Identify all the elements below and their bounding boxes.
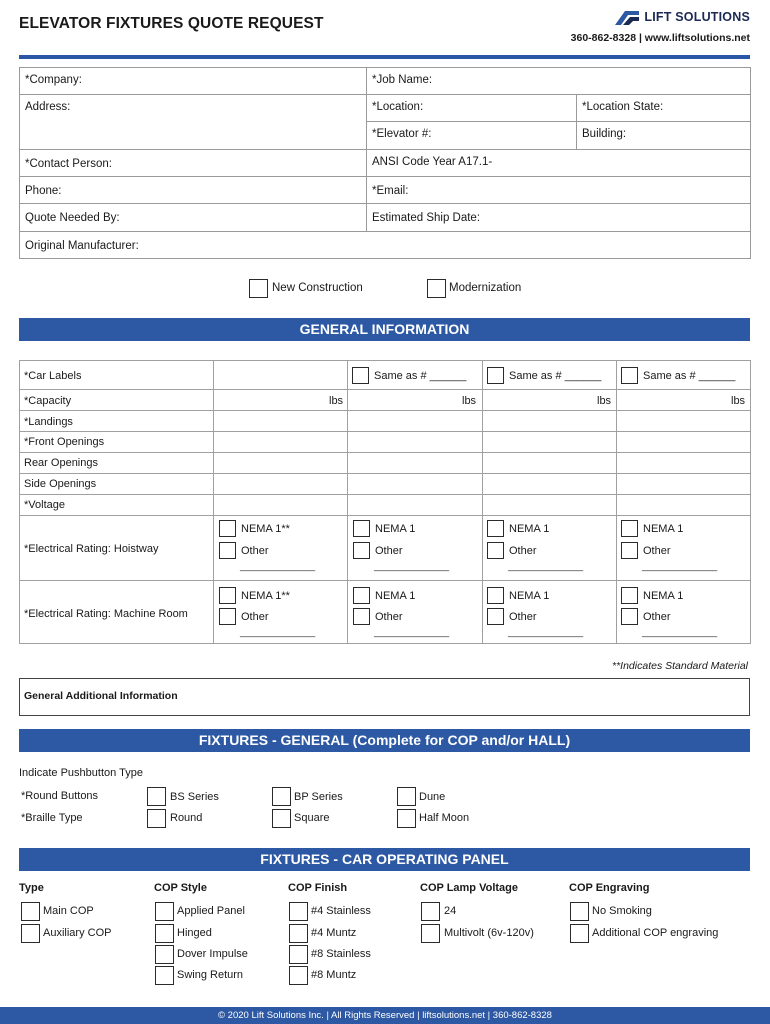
grid-row-divider — [19, 494, 751, 495]
dune-label: Dune — [419, 791, 446, 803]
no-smoking-label: No Smoking — [592, 905, 652, 917]
landings-label: *Landings — [24, 416, 73, 428]
other-label: Other — [643, 545, 671, 557]
finish-4-stainless-checkbox[interactable] — [289, 902, 308, 921]
nema1-label: NEMA 1 — [509, 590, 550, 602]
main-cop-label: Main COP — [43, 905, 94, 917]
other-blank-line[interactable]: _______________ — [508, 561, 584, 571]
dune-checkbox[interactable] — [397, 787, 416, 806]
email-label: *Email: — [372, 185, 409, 197]
modernization-label: Modernization — [449, 282, 522, 294]
grid-row-divider — [19, 410, 751, 411]
cop-engraving-header: COP Engraving — [569, 882, 650, 894]
nema1-checkbox[interactable] — [621, 520, 638, 537]
multivolt-label: Multivolt (6v-120v) — [444, 927, 534, 939]
nema1-label: NEMA 1 — [643, 523, 684, 535]
lift-logo-icon — [613, 7, 641, 27]
nema1-label: NEMA 1** — [241, 523, 290, 535]
pushbutton-type-label: Indicate Pushbutton Type — [19, 767, 143, 779]
other-checkbox[interactable] — [219, 542, 236, 559]
finish-4-muntz-label: #4 Muntz — [311, 927, 357, 939]
nema1-label: NEMA 1 — [375, 590, 416, 602]
finish-8-muntz-label: #8 Muntz — [311, 969, 357, 981]
nema1-checkbox[interactable] — [219, 587, 236, 604]
ansi-code-label: ANSI Code Year A17.1- — [372, 156, 493, 168]
address-field[interactable] — [19, 94, 367, 150]
grid-row-divider — [19, 431, 751, 432]
capacity-unit: lbs — [329, 395, 344, 407]
no-smoking-checkbox[interactable] — [570, 902, 589, 921]
bs-series-checkbox[interactable] — [147, 787, 166, 806]
elevator-number-label: *Elevator #: — [372, 128, 432, 140]
company-field[interactable] — [19, 67, 367, 95]
ansi-code-field[interactable] — [366, 149, 751, 177]
same-as-checkbox[interactable] — [487, 367, 504, 384]
square-label: Square — [294, 812, 330, 824]
round-buttons-label: *Round Buttons — [21, 790, 99, 802]
grid-col-divider — [213, 360, 214, 644]
square-checkbox[interactable] — [272, 809, 291, 828]
header-contact: 360-862-8328 | www.liftsolutions.net — [570, 32, 750, 44]
other-checkbox[interactable] — [487, 608, 504, 625]
hinged-checkbox[interactable] — [155, 924, 174, 943]
bp-series-checkbox[interactable] — [272, 787, 291, 806]
other-blank-line[interactable]: _______________ — [374, 627, 450, 637]
location-field[interactable] — [366, 94, 577, 122]
auxiliary-cop-checkbox[interactable] — [21, 924, 40, 943]
location-label: *Location: — [372, 101, 424, 113]
other-label: Other — [509, 545, 537, 557]
half-moon-checkbox[interactable] — [397, 809, 416, 828]
grid-row-divider — [19, 389, 751, 390]
header-rule — [19, 55, 750, 59]
original-manufacturer-label: Original Manufacturer: — [25, 240, 139, 252]
other-label: Other — [509, 611, 537, 623]
cop-type-header: Type — [19, 882, 44, 894]
other-label: Other — [241, 545, 269, 557]
other-blank-line[interactable]: _______________ — [642, 627, 718, 637]
nema1-checkbox[interactable] — [487, 587, 504, 604]
voltage-24-label: 24 — [444, 905, 457, 917]
original-manufacturer-field[interactable] — [19, 231, 751, 259]
other-blank-line[interactable]: _______________ — [240, 627, 316, 637]
other-label: Other — [375, 611, 403, 623]
additional-information-label: General Additional Information — [24, 690, 178, 702]
nema1-checkbox[interactable] — [487, 520, 504, 537]
grid-col-divider — [347, 360, 348, 644]
auxiliary-cop-label: Auxiliary COP — [43, 927, 112, 939]
nema1-label: NEMA 1** — [241, 590, 290, 602]
hinged-label: Hinged — [177, 927, 212, 939]
electrical-hoistway-label: *Electrical Rating: Hoistway — [24, 543, 159, 555]
capacity-label: *Capacity — [24, 395, 72, 407]
voltage-24-checkbox[interactable] — [421, 902, 440, 921]
bs-series-label: BS Series — [170, 791, 219, 803]
other-checkbox[interactable] — [353, 542, 370, 559]
phone-label: Phone: — [25, 185, 62, 197]
nema1-label: NEMA 1 — [509, 523, 550, 535]
nema1-label: NEMA 1 — [375, 523, 416, 535]
estimated-ship-date-field[interactable] — [366, 203, 751, 232]
contact-person-field[interactable] — [19, 149, 367, 177]
logo — [613, 6, 750, 28]
same-as-label: Same as # ______ — [643, 370, 736, 382]
general-information-heading: GENERAL INFORMATION — [19, 318, 750, 341]
nema1-checkbox[interactable] — [353, 587, 370, 604]
company-label: *Company: — [25, 74, 82, 86]
car-labels-label: *Car Labels — [24, 370, 82, 382]
nema1-label: NEMA 1 — [643, 590, 684, 602]
standard-material-note: **Indicates Standard Material — [612, 660, 748, 672]
location-state-field[interactable] — [576, 94, 751, 122]
new-construction-label: New Construction — [272, 282, 363, 294]
capacity-unit: lbs — [597, 395, 612, 407]
same-as-checkbox[interactable] — [352, 367, 369, 384]
cop-heading: FIXTURES - CAR OPERATING PANEL — [19, 848, 750, 871]
cop-finish-header: COP Finish — [288, 882, 348, 894]
email-field[interactable] — [366, 176, 751, 204]
applied-panel-label: Applied Panel — [177, 905, 245, 917]
grid-row-divider — [19, 580, 751, 581]
nema1-checkbox[interactable] — [621, 587, 638, 604]
multivolt-checkbox[interactable] — [421, 924, 440, 943]
other-checkbox[interactable] — [353, 608, 370, 625]
new-construction-checkbox[interactable] — [249, 279, 268, 298]
round-checkbox[interactable] — [147, 809, 166, 828]
voltage-label: *Voltage — [24, 499, 65, 511]
bp-series-label: BP Series — [294, 791, 343, 803]
side-openings-label: Side Openings — [24, 478, 97, 490]
capacity-unit: lbs — [462, 395, 477, 407]
finish-4-stainless-label: #4 Stainless — [311, 905, 371, 917]
footer: © 2020 Lift Solutions Inc. | All Rights Reserved | liftsolutions.net | 360-862-8328 — [0, 1007, 770, 1024]
quote-needed-by-label: Quote Needed By: — [25, 212, 120, 224]
main-cop-checkbox[interactable] — [21, 902, 40, 921]
dover-impulse-checkbox[interactable] — [155, 945, 174, 964]
job-name-label: *Job Name: — [372, 74, 433, 86]
grid-row-divider — [19, 452, 751, 453]
grid-col-divider — [616, 360, 617, 644]
finish-8-stainless-label: #8 Stainless — [311, 948, 371, 960]
other-checkbox[interactable] — [621, 608, 638, 625]
other-checkbox[interactable] — [487, 542, 504, 559]
swing-return-checkbox[interactable] — [155, 966, 174, 985]
fixtures-general-heading: FIXTURES - GENERAL (Complete for COP and/or HALL) — [19, 729, 750, 752]
job-name-field[interactable] — [366, 67, 751, 95]
address-label: Address: — [25, 101, 71, 113]
elevator-number-field[interactable] — [366, 121, 577, 150]
nema1-checkbox[interactable] — [219, 520, 236, 537]
phone-field[interactable] — [19, 176, 367, 204]
quote-needed-by-field[interactable] — [19, 203, 367, 232]
rear-openings-label: Rear Openings — [24, 457, 98, 469]
logo-text: LIFT SOLUTIONS — [644, 10, 750, 24]
grid-row-divider — [19, 515, 751, 516]
other-label: Other — [375, 545, 403, 557]
braille-type-label: *Braille Type — [21, 812, 83, 824]
other-checkbox[interactable] — [219, 608, 236, 625]
building-field[interactable] — [576, 121, 751, 150]
applied-panel-checkbox[interactable] — [155, 902, 174, 921]
other-checkbox[interactable] — [621, 542, 638, 559]
other-label: Other — [643, 611, 671, 623]
other-label: Other — [241, 611, 269, 623]
nema1-checkbox[interactable] — [353, 520, 370, 537]
page-title: ELEVATOR FIXTURES QUOTE REQUEST — [19, 15, 324, 32]
finish-8-stainless-checkbox[interactable] — [289, 945, 308, 964]
other-blank-line[interactable]: _______________ — [642, 561, 718, 571]
modernization-checkbox[interactable] — [427, 279, 446, 298]
grid-col-divider — [482, 360, 483, 644]
same-as-label: Same as # ______ — [509, 370, 602, 382]
additional-engraving-label: Additional COP engraving — [592, 927, 719, 939]
additional-engraving-checkbox[interactable] — [570, 924, 589, 943]
location-state-label: *Location State: — [582, 101, 664, 113]
front-openings-label: *Front Openings — [24, 436, 105, 448]
estimated-ship-date-label: Estimated Ship Date: — [372, 212, 481, 224]
capacity-unit: lbs — [731, 395, 746, 407]
dover-impulse-label: Dover Impulse — [177, 948, 248, 960]
cop-style-header: COP Style — [154, 882, 207, 894]
other-blank-line[interactable]: _______________ — [240, 561, 316, 571]
other-blank-line[interactable]: _______________ — [508, 627, 584, 637]
swing-return-label: Swing Return — [177, 969, 244, 981]
same-as-label: Same as # ______ — [374, 370, 467, 382]
building-label: Building: — [582, 128, 627, 140]
finish-8-muntz-checkbox[interactable] — [289, 966, 308, 985]
half-moon-label: Half Moon — [419, 812, 470, 824]
cop-lamp-voltage-header: COP Lamp Voltage — [420, 882, 519, 894]
contact-person-label: *Contact Person: — [25, 158, 112, 170]
finish-4-muntz-checkbox[interactable] — [289, 924, 308, 943]
electrical-machine-room-label: *Electrical Rating: Machine Room — [24, 608, 188, 620]
round-label: Round — [170, 812, 203, 824]
same-as-checkbox[interactable] — [621, 367, 638, 384]
grid-row-divider — [19, 473, 751, 474]
other-blank-line[interactable]: _______________ — [374, 561, 450, 571]
